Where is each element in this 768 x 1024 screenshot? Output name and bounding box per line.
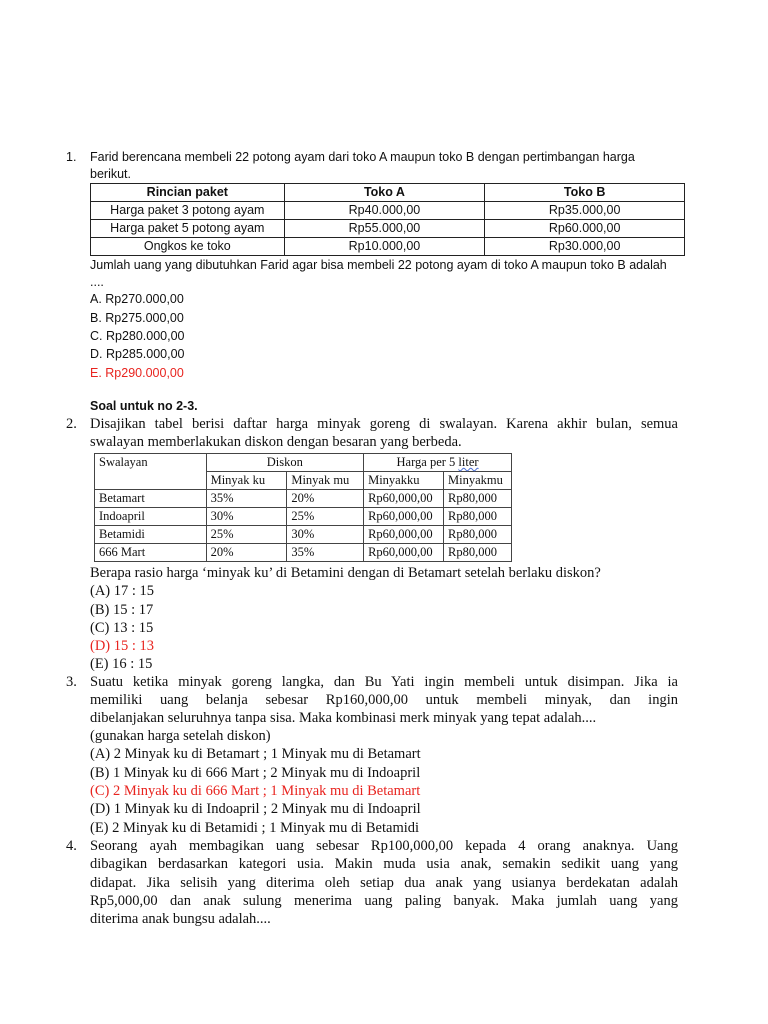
table-cell: 20% — [206, 544, 287, 562]
table-cell: Indoapril — [95, 508, 207, 526]
table-cell: Rp60,000,00 — [364, 544, 444, 562]
question-text-line: memiliki uang belanja sebesar Rp160,000,00 untuk membeli minyak, dan ingin — [90, 692, 678, 708]
table-row — [95, 508, 512, 526]
table-header-cell — [364, 454, 512, 472]
question-intro-cont: swalayan memberlakukan diskon dengan besaran yang berbeda. — [90, 434, 462, 450]
oil-price-table — [94, 453, 512, 562]
table-cell: Rp80,000 — [444, 526, 512, 544]
table-cell: Betamart — [95, 490, 207, 508]
table-header-cell: Toko B — [485, 184, 685, 202]
option-d: D. Rp285.000,00 — [90, 347, 185, 361]
table-cell: 35% — [206, 490, 287, 508]
question-text-cont: .... — [90, 275, 104, 289]
question-text-line: didapat. Jika selisih yang diterima oleh setiap dua anak yang usianya berdekatan adalah — [90, 875, 678, 891]
table-cell: Rp40.000,00 — [284, 202, 485, 220]
table-cell: Rp80,000 — [444, 490, 512, 508]
table-cell: 20% — [287, 490, 364, 508]
table-cell: 30% — [206, 508, 287, 526]
spellcheck-word: liter — [458, 455, 479, 469]
table-cell: Rp55.000,00 — [284, 220, 485, 238]
table-cell: Betamidi — [95, 526, 207, 544]
table-cell: 35% — [287, 544, 364, 562]
table-header-cell: Minyak mu — [287, 472, 364, 490]
table-cell: Rp60,000,00 — [364, 490, 444, 508]
table-cell: Rp80,000 — [444, 508, 512, 526]
table-header-cell: Rincian paket — [91, 184, 285, 202]
table-cell: Rp80,000 — [444, 544, 512, 562]
question-3 — [0, 674, 768, 844]
question-intro: Disajikan tabel berisi daftar harga minyak goreng di swalayan. Karena akhir bulan, semua — [90, 416, 678, 432]
table-row — [91, 238, 685, 256]
question-number: 1. — [66, 150, 77, 164]
option-b: (B) 1 Minyak ku di 666 Mart ; 2 Minyak mu di Indoapril — [90, 765, 421, 781]
table-header-cell: Minyak ku — [206, 472, 287, 490]
option-e-answer: E. Rp290.000,00 — [90, 366, 184, 380]
option-a: A. Rp270.000,00 — [90, 292, 184, 306]
table-row — [95, 544, 512, 562]
option-c-answer: (C) 2 Minyak ku di 666 Mart ; 1 Minyak mu di Betamart — [90, 783, 421, 799]
option-c: C. Rp280.000,00 — [90, 329, 185, 343]
question-intro-cont: berikut. — [90, 167, 131, 181]
table-header-text: Harga per 5 liter — [396, 455, 479, 469]
option-d: (D) 1 Minyak ku di Indoapril ; 2 Minyak mu di Indoapril — [90, 801, 421, 817]
table-cell: 30% — [287, 526, 364, 544]
table-header-row — [95, 454, 512, 472]
table-header-cell: Swalayan — [95, 454, 207, 490]
option-d-answer: (D) 15 : 13 — [90, 638, 155, 654]
question-text-line: (gunakan harga setelah diskon) — [90, 728, 271, 744]
table-cell: Rp60,000,00 — [364, 526, 444, 544]
package-price-table — [90, 183, 685, 256]
option-a: (A) 17 : 15 — [90, 583, 155, 599]
table-cell: Ongkos ke toko — [91, 238, 285, 256]
table-header-cell: Minyakku — [364, 472, 444, 490]
option-a: (A) 2 Minyak ku di Betamart ; 1 Minyak mu di Betamart — [90, 746, 421, 762]
option-e: (E) 2 Minyak ku di Betamidi ; 1 Minyak mu di Betamidi — [90, 820, 420, 836]
table-cell: Rp10.000,00 — [284, 238, 485, 256]
table-header-row — [91, 184, 685, 202]
question-text-line: Rp5,000,00 dan anak sulung menerima uang paling banyak. Maka jumlah uang yang — [90, 893, 678, 909]
option-c: (C) 13 : 15 — [90, 620, 154, 636]
question-4 — [0, 838, 768, 938]
table-row — [95, 526, 512, 544]
table-cell: Harga paket 5 potong ayam — [91, 220, 285, 238]
question-text-line: dibelanjakan seluruhnya tanpa sisa. Maka kombinasi merk minyak yang tepat adalah.... — [90, 710, 597, 726]
table-header-cell: Diskon — [206, 454, 364, 472]
question-text-line: dibagikan berdasarkan kategori usia. Makin muda usia anak, semakin sedikit uang yang — [90, 856, 678, 872]
question-text-line: diterima anak bungsu adalah.... — [90, 911, 271, 927]
table-cell: Harga paket 3 potong ayam — [91, 202, 285, 220]
section-title: Soal untuk no 2-3. — [90, 399, 198, 413]
option-b: (B) 15 : 17 — [90, 602, 154, 618]
option-b: B. Rp275.000,00 — [90, 311, 184, 325]
question-text-line: Suatu ketika minyak goreng langka, dan Bu Yati ingin membeli untuk disimpan. Jika ia — [90, 674, 678, 690]
table-cell: Rp35.000,00 — [485, 202, 685, 220]
question-text-line: Seorang ayah membagikan uang sebesar Rp100,000,00 kepada 4 orang anaknya. Uang — [90, 838, 678, 854]
question-2 — [0, 415, 768, 675]
question-text: Berapa rasio harga ‘minyak ku’ di Betamini dengan di Betamart setelah berlaku diskon? — [90, 565, 601, 581]
table-cell: 25% — [206, 526, 287, 544]
option-e: (E) 16 : 15 — [90, 656, 153, 672]
table-cell: Rp60.000,00 — [485, 220, 685, 238]
question-number: 2. — [66, 416, 77, 432]
table-cell: 25% — [287, 508, 364, 526]
table-header-cell: Toko A — [284, 184, 485, 202]
table-cell: Rp30.000,00 — [485, 238, 685, 256]
table-cell: Rp60,000,00 — [364, 508, 444, 526]
question-number: 4. — [66, 838, 77, 854]
question-number: 3. — [66, 674, 77, 690]
table-header-cell: Minyakmu — [444, 472, 512, 490]
table-cell: 666 Mart — [95, 544, 207, 562]
question-text: Jumlah uang yang dibutuhkan Farid agar bisa membeli 22 potong ayam di toko A maupun toko B adalah — [90, 258, 667, 272]
table-row — [95, 490, 512, 508]
table-row — [91, 220, 685, 238]
question-intro: Farid berencana membeli 22 potong ayam dari toko A maupun toko B dengan pertimbangan harga — [90, 150, 635, 164]
question-1 — [0, 0, 768, 413]
table-row — [91, 202, 685, 220]
